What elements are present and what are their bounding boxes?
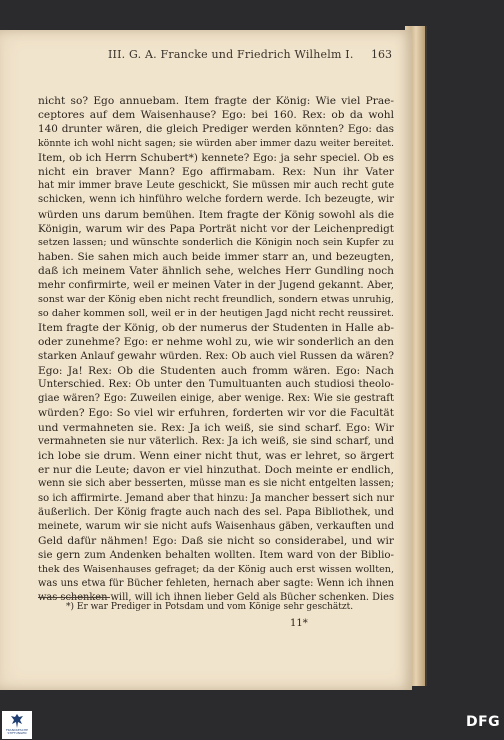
text-line: ich lobe sie drum. Wenn einer nicht thut, was er lehret, so ärgert: [38, 450, 394, 463]
text-line: starken Anlauf gewahr würden. Rex: Ob auch viel Russen da wären?: [38, 350, 394, 362]
text-line: 140 drunter wären, die gleich Prediger werden könnten? Ego: das: [38, 123, 394, 136]
text-line: daß ich meinem Vater ähnlich sehe, welches Herr Gundling noch: [38, 265, 394, 278]
text-line: ceptores auf dem Waisenhause? Ego: bei 160. Rex: ob da wohl: [38, 109, 394, 122]
viewer-footer: [0, 708, 504, 740]
text-line: setzen lassen; und wünschte sonderlich die Königin noch sein Kupfer zu: [38, 237, 394, 249]
text-line: Geld dafür nähmen! Ego: Daß sie nicht so considerabel, und wir: [38, 535, 394, 548]
page-number: 163: [371, 48, 392, 61]
dfg-logo-icon[interactable]: DFG: [466, 714, 501, 730]
text-line: nicht ein braver Mann? Ego affirmabam. Rex: Nun ihr Vater: [38, 166, 394, 179]
text-line: Ego: Ja! Rex: Ob die Studenten auch fromm wären. Ego: Nach: [38, 364, 394, 377]
text-line: wenn sie sich aber besserten, müsse man es sie nicht entgelten lassen;: [38, 478, 394, 490]
text-line: so daher kommen soll, weil er in der heutigen Jagd nicht recht reussiret.: [38, 308, 394, 320]
eagle-emblem-icon: [10, 713, 24, 729]
header-title: III. G. A. Francke und Friedrich Wilhelm I.: [108, 48, 354, 61]
francke-foundation-logo-icon[interactable]: [2, 711, 32, 739]
text-line: giae wären? Ego: Zuweilen einige, aber wenige. Rex: Wie sie gestraft: [38, 393, 394, 405]
text-line: und vermahneten sie. Rex: Ja ich weiß, sie sind scharf. Ego: Wir: [38, 421, 394, 434]
text-line: schicken, wenn ich hinführo welche fordern werde. Ich bezeugte, wir: [38, 194, 394, 206]
body-text: [38, 94, 394, 605]
text-line: würden uns darum bemühen. Item fragte der König sowohl als die: [38, 208, 394, 221]
text-line: Unterschied. Rex: Ob unter den Tumultuanten auch studiosi theolo-: [38, 379, 394, 391]
text-line: Item, ob ich Herrn Schubert*) kennete? Ego: ja sehr speciel. Ob es: [38, 151, 394, 164]
text-line: äußerlich. Der König fragte auch nach des sel. Papa Bibliothek, und: [38, 506, 394, 518]
running-header: [28, 48, 392, 64]
text-line: thek des Waisenhauses gefraget; da der König auch erst wissen wollten,: [38, 563, 394, 575]
text-line: Königin, warum wir des Papa Porträt nicht vor der Leichenpredigt: [38, 222, 394, 235]
text-line: sonst war der König eben nicht recht freundlich, sondern etwas unruhig,: [38, 293, 394, 305]
footnote-divider: [38, 597, 110, 598]
text-line: so ich affirmirte. Jemand aber that hinzu: Ja mancher bessert sich nur: [38, 492, 394, 504]
text-line: würden? Ego: So viel wir erfuhren, forderten wir vor die Facultät: [38, 407, 394, 420]
text-line: haben. Sie sahen mich auch beide immer starr an, und bezeugten,: [38, 251, 394, 264]
logo-caption: FRANCKESCHE STIFTUNGEN: [5, 728, 29, 735]
text-line: vermahneten sie nur väterlich. Rex: Ja ich weiß, sie sind scharf, und: [38, 435, 394, 447]
text-line: oder zunehme? Ego: er nehme wohl zu, wie wir sonderlich an den: [38, 336, 394, 349]
printer-signature: 11*: [290, 618, 308, 629]
text-line: könnte ich wohl nicht sagen; sie würden aber immer dazu weiter bereitet.: [38, 137, 394, 149]
text-line: Item fragte der König, ob der numerus der Studenten in Halle ab-: [38, 322, 394, 335]
text-line: hat mir immer brave Leute geschickt, Sie müssen mir auch recht gute: [38, 180, 394, 192]
text-line: was uns etwa für Bücher fehleten, hernach aber sagte: Wenn ich ihnen: [38, 577, 394, 589]
text-line: nicht so? Ego annuebam. Item fragte der König: Wie viel Prae-: [38, 95, 394, 107]
text-line: mehr confirmirte, weil er meinen Vater in der Jugend gekannt. Aber,: [38, 279, 394, 291]
footnote: *) Er war Prediger in Potsdam und vom Könige sehr geschätzt.: [66, 602, 354, 612]
text-line: er nur die Leute; davon er viel hinzuthat. Doch meinte er endlich,: [38, 464, 394, 477]
text-line: meinete, warum wir sie nicht aufs Waisenhaus gäben, verkauften und: [38, 521, 394, 533]
text-line: was schenken will, will ich ihnen lieber Geld als Bücher schenken. Dies: [38, 592, 394, 604]
text-line: sie gern zum Andenken behalten wollten. Item ward von der Biblio-: [38, 549, 394, 561]
